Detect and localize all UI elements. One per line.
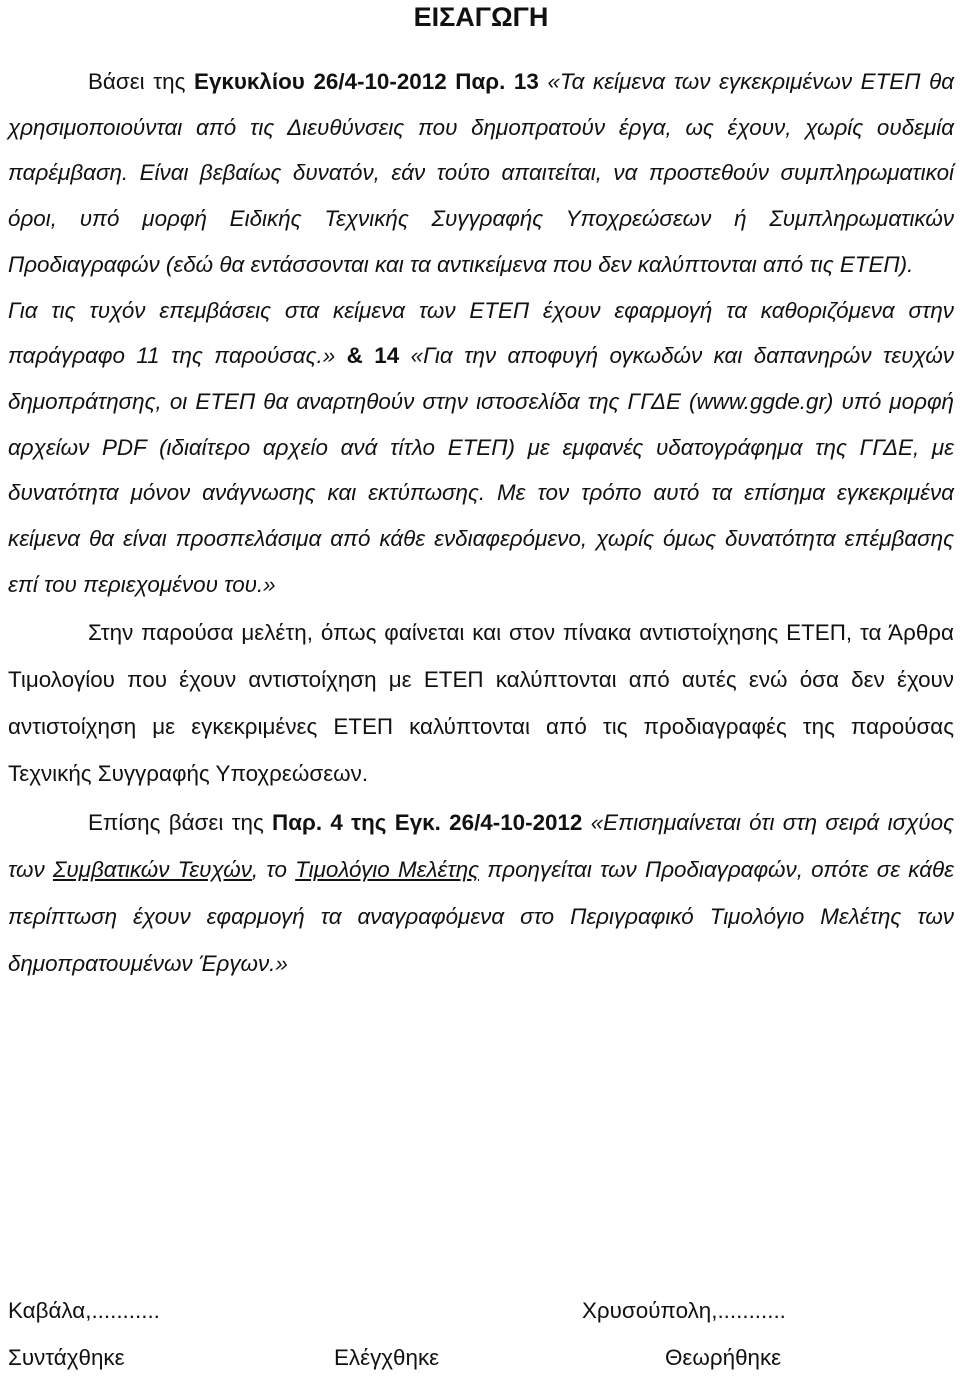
signature-checked: Ελέγχθηκε [334,1345,440,1370]
page-title: ΕΙΣΑΓΩΓΗ [413,2,549,32]
quote-part-3: «Για την αποφυγή ογκωδών και δαπανηρών τευχών δημοπράτησης, οι ΕΤΕΠ θα αναρτηθούν στην ιστοσελίδα της ΓΓΔΕ (www.ggde.gr) υπό μορφή αρχείων PDF (ιδιαίτερο αρχείο ανά τίτλο ΕΤΕΠ) με εμφανές υδατογράφημα της ΓΓΔΕ, με δυνατότητα μόνον ανάγνωσης και εκτύπωσης. Με τον τρόπο αυτό τα επίσημα εγκεκριμένα κείμενα θα είναι προσπελάσιμα από κάθε ενδιαφερόμενο, χωρίς όμως δυνατότητα επέμβασης επί του περιεχομένου του.» [8,343,954,597]
precedence-quote-3: προηγείται των Προδιαγραφών, οπότε σε κάθε περίπτωση έχουν εφαρμογή τα αναγραφόμενα στο Περιγραφικό Τιμολόγιο Μελέτης των δημοπρατουμένων Έργων.» [8,857,954,977]
intro-paragraph [8,59,954,607]
quote-part-1: «Τα κείμενα των εγκεκριμένων ΕΤΕΠ θα χρησιμοποιούνται από τις Διευθύνσεις που δημοπρατούν έργα, ως έχουν, χωρίς ουδεμία παρέμβαση. Είναι βεβαίως δυνατόν, εάν τούτο απαιτείται, να προστεθούν συμπληρωματικοί όροι, υπό μορφή Ειδικής Τεχνικής Συγγραφής Υποχρεώσεων ή Συμπληρωματικών Προδιαγραφών (εδώ θα εντάσσονται και τα αντικείμενα που δεν καλύπτονται από τις ΕΤΕΠ). [8,69,954,277]
intro-lead: Βάσει της [88,69,195,94]
price-list-term: Τιμολόγιο Μελέτης [295,857,480,883]
document-page [8,0,954,1370]
signature-compiled: Συντάχθηκε [8,1345,125,1370]
precedence-quote-1: «Επισημαίνεται ότι στη σειρά ισχύος των [8,810,954,883]
paragraph-reference: & 14 [335,343,411,369]
place-right: Χρυσούπολη,........... [582,1298,786,1323]
contract-documents-term: Συμβατικών Τευχών [52,857,252,883]
circular-paragraph-reference: Παρ. 4 της Εγκ. 26/4-10-2012 [272,810,583,836]
precedence-paragraph [8,799,954,987]
signature-approved: Θεωρήθηκε [665,1345,782,1370]
circular-reference: Εγκυκλίου 26/4-10-2012 Παρ. 13 [194,69,539,94]
study-paragraph: Στην παρούσα μελέτη, όπως φαίνεται και στον πίνακα αντιστοίχησης ΕΤΕΠ, τα Άρθρα Τιμολογίου που έχουν αντιστοίχηση με ΕΤΕΠ καλύπτονται από αυτές ενώ όσα δεν έχουν αντιστοίχηση με εγκεκριμένες ΕΤΕΠ καλύπτονται από τις προδιαγραφές της παρούσας Τεχνικής Συγγραφής Υποχρεώσεων. [8,620,954,787]
precedence-quote-2: , το [251,857,296,883]
precedence-lead: Επίσης βάσει της [88,810,273,836]
quote-part-2: Για τις τυχόν επεμβάσεις στα κείμενα των ΕΤΕΠ έχουν εφαρμογή τα καθοριζόμενα στην παράγραφο 11 της παρούσας.» [8,297,954,369]
place-left: Καβάλα,........... [8,1298,160,1323]
